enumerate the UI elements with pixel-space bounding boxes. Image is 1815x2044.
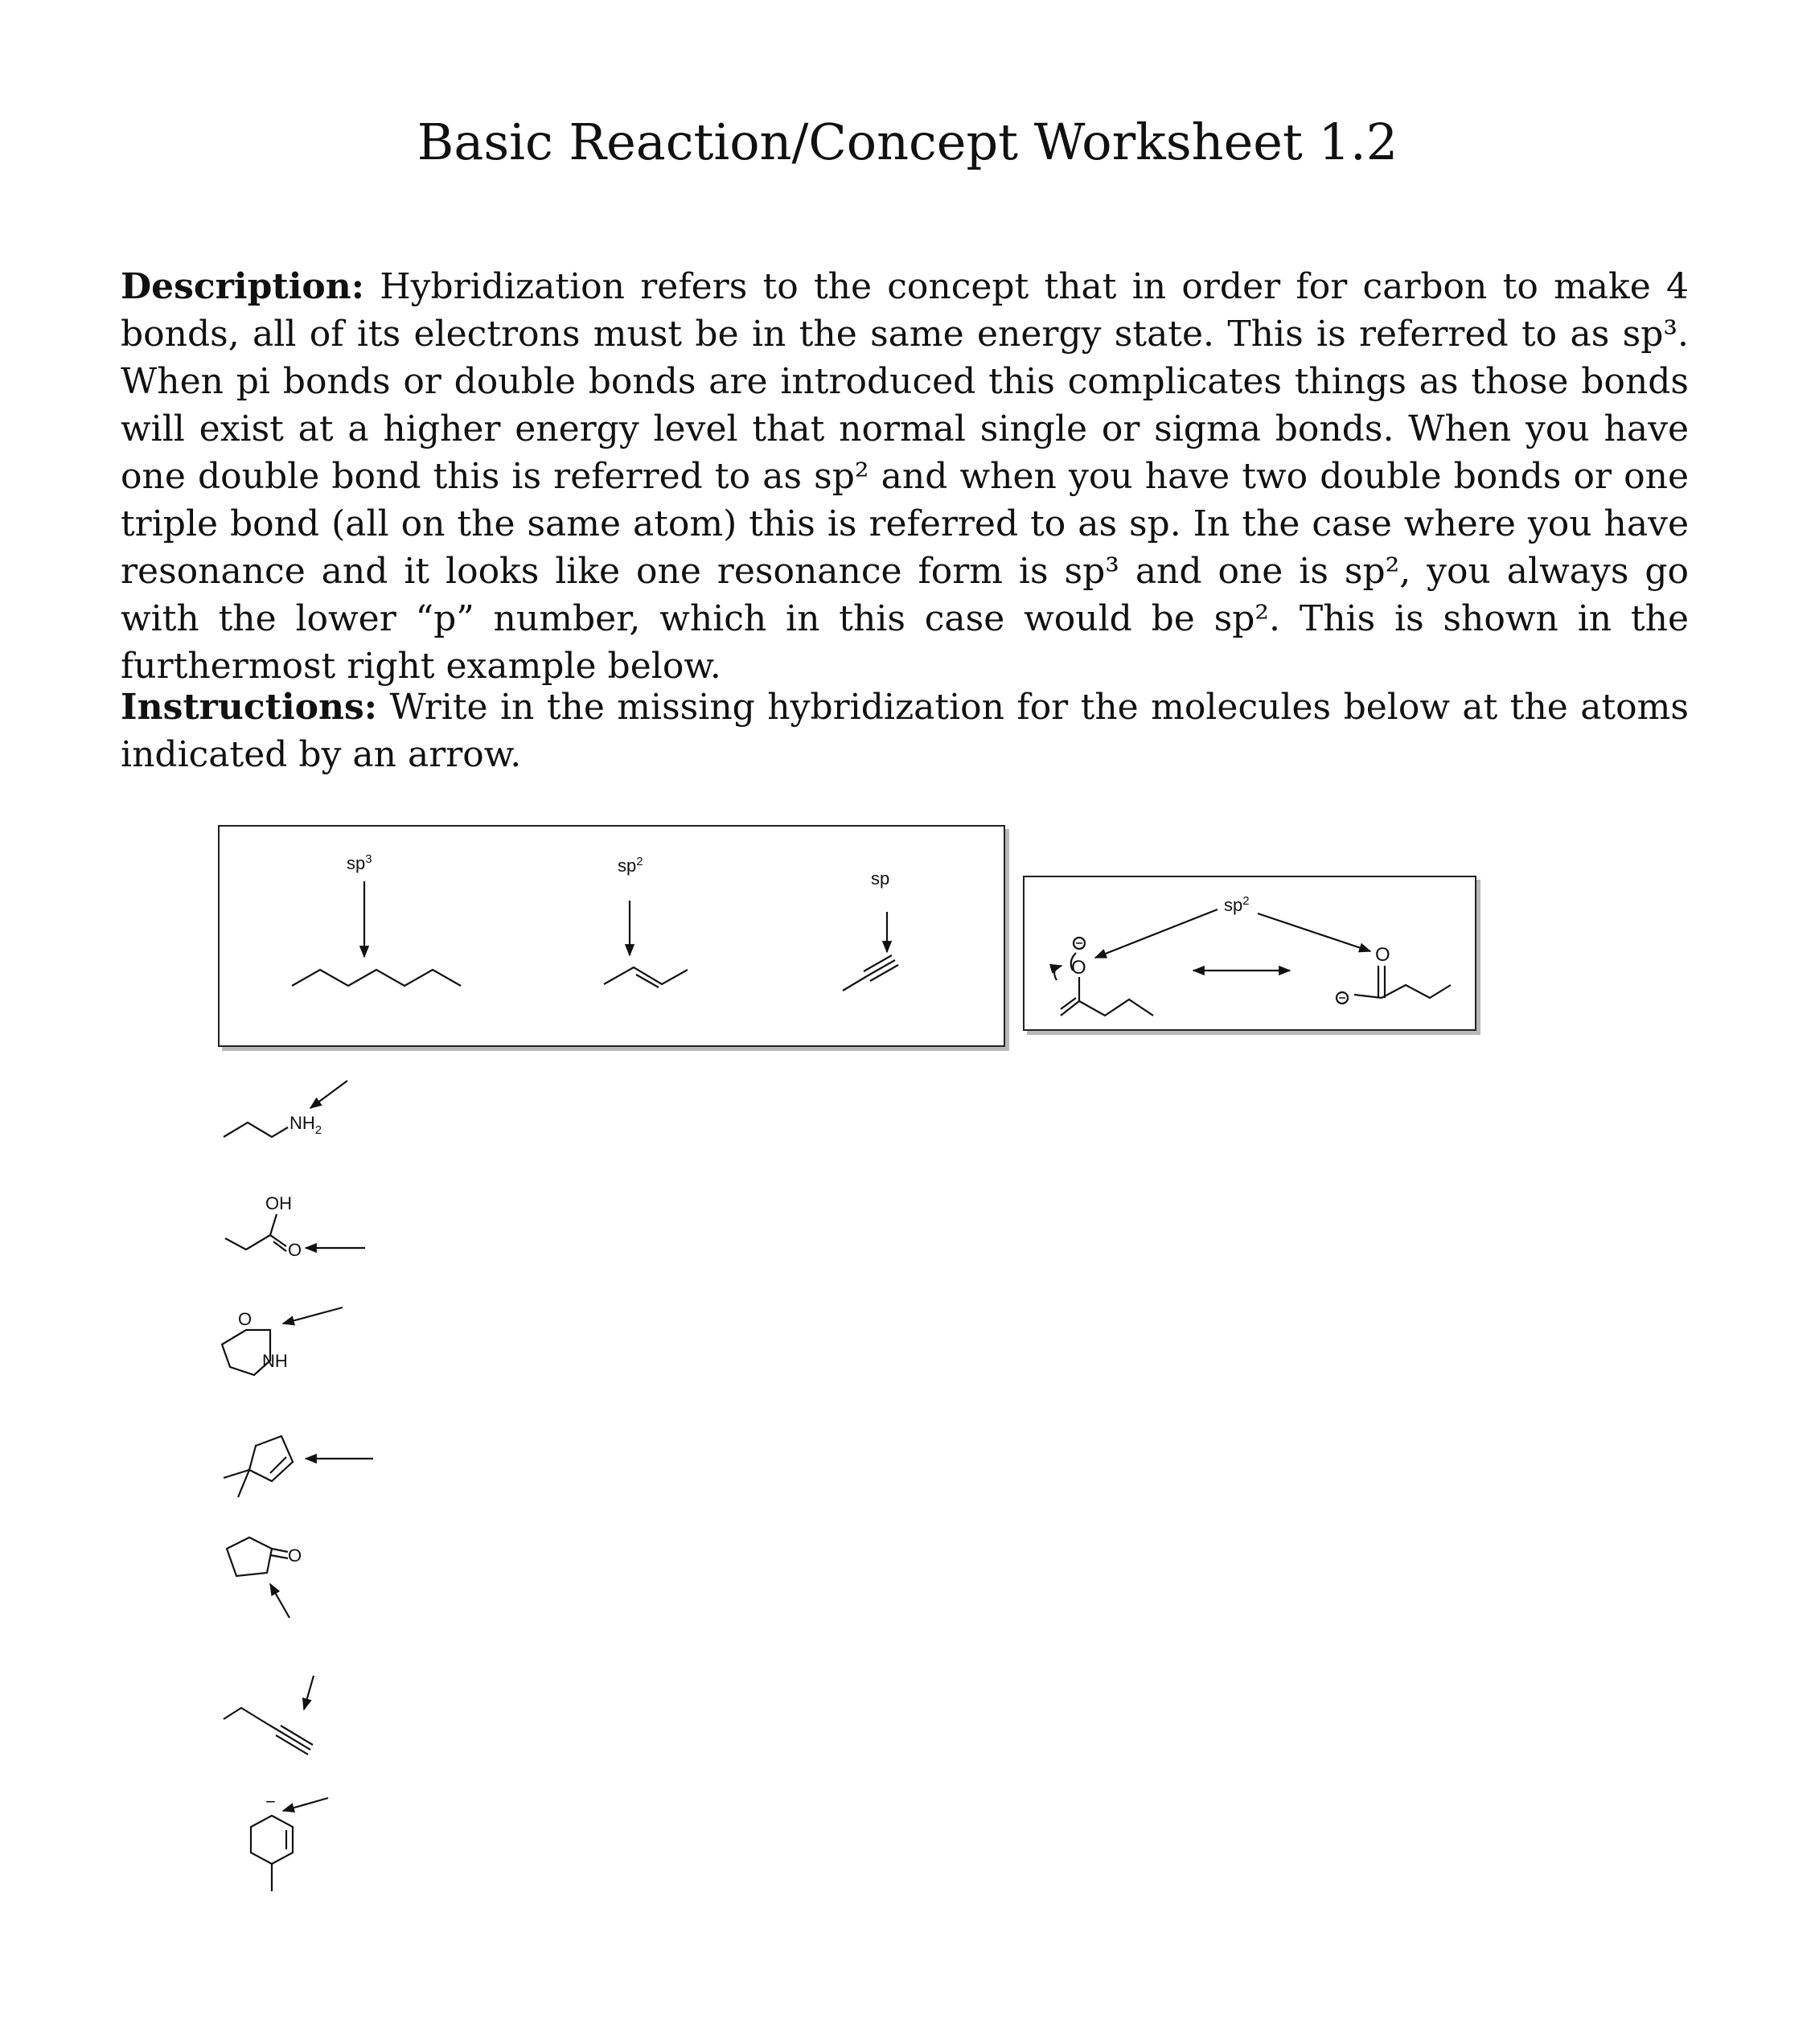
cyclopentene-ring: [249, 1436, 293, 1481]
pentyne-skeleton: [224, 1708, 278, 1730]
alkene-skeleton: [604, 967, 688, 984]
page-title: Basic Reaction/Concept Worksheet 1.2: [417, 113, 1398, 171]
instructions-paragraph: [121, 683, 1689, 778]
problem-pentyne: [224, 1676, 314, 1755]
resonance-sp2-label: $sp^2$: [1224, 894, 1250, 915]
examples-box: [218, 825, 1005, 1047]
acid-c-oh-bond: [270, 1214, 277, 1235]
cyclopentanone-ring: [227, 1537, 272, 1576]
alkene-example: [604, 855, 688, 987]
nh2-label: $NH_2$: [289, 1113, 322, 1137]
enolate-form: [1054, 938, 1153, 1016]
alkyne-single-bond: [843, 976, 867, 991]
problem-propylamine: [224, 1081, 347, 1137]
enolate-oxygen-label: O: [1071, 957, 1086, 979]
problem-arrow-6: [304, 1676, 314, 1709]
instructions-label: Instructions:: [121, 687, 378, 728]
ketone-form: [1337, 944, 1451, 1004]
problem-arrow-5: [270, 1584, 289, 1618]
problem-arrow-3: [283, 1307, 343, 1324]
problem-arrow-7: [283, 1798, 328, 1811]
alkyne-triple-bond-a: [867, 960, 895, 976]
problem-arrow-1: [310, 1081, 347, 1108]
ketone-o-label: O: [288, 1545, 302, 1566]
anion-minus-label: −: [265, 1792, 276, 1812]
instructions-text: Write in the missing hybridization for the molecules below at the atoms indicated by an arrow.: [121, 687, 1689, 775]
acid-double-bond: [273, 1242, 286, 1251]
alkane-example: [292, 852, 461, 986]
curved-arrow-icon: [1054, 966, 1061, 980]
problems-drawing: [209, 1069, 386, 1906]
morpholine-o-label: O: [238, 1309, 253, 1329]
problem-cyclopentanone: [227, 1537, 302, 1618]
resonance-arrow-right: [1258, 913, 1370, 951]
acid-o-label: O: [288, 1240, 302, 1260]
acid-skeleton: [225, 1235, 270, 1250]
morpholine-nh-label: NH: [262, 1351, 288, 1371]
carbonyl-bond-a: [272, 1549, 288, 1552]
carbonyl-bond-b: [270, 1555, 288, 1558]
ketone-oxygen-label: O: [1375, 944, 1390, 966]
enolate-double-bond: [1061, 998, 1076, 1009]
enolate-skeleton: [1061, 999, 1153, 1016]
description-text: Hybridization refers to the concept that in order for carbon to make 4 bonds, all of its electrons must be in the same energy state. This is referred to as sp³. When pi bonds or double bonds are introduced this complicates things as those bonds will exist at a higher energy level that normal single or sigma bonds. When you have one double bond this is referred to as sp² and when you have two double bonds or one triple bond (all on the same atom) this is referred to as sp. In the case where you have resonance and it looks like one resonance form is sp³ and one is sp², you always go with the lower “p” number, which in this case would be sp². This is shown in the furthermost right example below.: [121, 266, 1689, 687]
resonance-drawing: [1025, 877, 1475, 1029]
sp-label: sp: [871, 868, 890, 889]
problem-morpholine: [222, 1307, 343, 1375]
propylamine-skeleton: [224, 1123, 288, 1137]
alkane-skeleton: [292, 970, 461, 986]
alkyne-triple-bond-b: [864, 955, 892, 971]
examples-drawing: [220, 827, 1004, 1045]
resonance-arrow-left: [1095, 909, 1218, 958]
sp2-label: $sp^2$: [618, 855, 643, 876]
problem-cyclohexene-anion: [251, 1792, 328, 1891]
sp3-label: $sp^3$: [347, 852, 372, 873]
methyl-1: [224, 1470, 249, 1478]
alkyne-example: [843, 868, 898, 991]
description-label: Description:: [121, 266, 364, 307]
description-paragraph: [121, 263, 1689, 690]
methyl-2: [238, 1470, 249, 1497]
alkyne-triple-bond-c: [870, 965, 898, 981]
ketone-skeleton: [1354, 985, 1451, 998]
problem-propanoic-acid: [225, 1193, 365, 1260]
resonance-example-box: [1023, 876, 1476, 1031]
problem-dimethylcyclopentene: [224, 1436, 373, 1497]
oh-label: OH: [265, 1193, 292, 1213]
